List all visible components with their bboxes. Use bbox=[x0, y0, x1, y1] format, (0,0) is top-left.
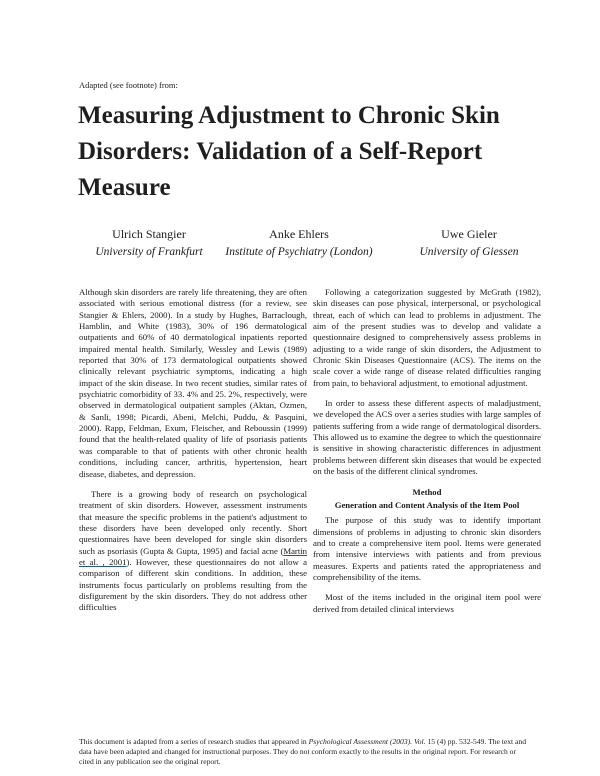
footnote-text: 15 (4) pp. 532-549. The text and data have been adapted and changed for instructional purposes. They do not conform exactly to the results in the original report. For research or cited in any publication see the original report. bbox=[79, 737, 527, 767]
footnote bbox=[79, 737, 529, 768]
article-title: Measuring Adjustment to Chronic Skin Disorders: Validation of a Self-Report Measure bbox=[78, 102, 500, 201]
section-heading: Method bbox=[412, 486, 442, 497]
footnote-text: This document is adapted from a series of research studies that appeared in bbox=[79, 737, 309, 746]
body-paragraph: Following a categorization suggested by McGrath (1982), skin diseases can pose physical, interpersonal, or psychological threat, each of which can lead to problems in adjustment. The aim of the present studies was to develop and validate a questionnaire designed to comprehensively assess problems in adjusting to a wide range of skin disorders, the Adjustment to Chronic Skin Diseases Questionnaire (ACS). The items on the scale cover a wide range of disease related difficulties ranging from pain, to behavioral adjustment, to emotional adjustment. bbox=[313, 287, 541, 388]
paragraph-text: ). However, these questionnaires do not allow a comparison of different skin conditions. In addition, these instruments focus particularly on problems resulting from the disfigurement by the skin disorders. They do not address other difficulties bbox=[79, 556, 307, 613]
author-name: Ulrich Stangier bbox=[112, 227, 186, 241]
body-paragraph: The purpose of this study was to identify important dimensions of problems in adjusting to chronic skin disorders and to create a comprehensive item pool. Items were generated from intensive interviews with patients and from previous measures. Experts and patients rated the appropriateness and comprehensibility of the items. bbox=[313, 515, 541, 582]
author-affiliation: Institute of Psychiatry (London) bbox=[225, 246, 373, 258]
author-block bbox=[209, 227, 389, 258]
author-affiliation: University of Giessen bbox=[419, 246, 519, 258]
body-paragraph: Although skin disorders are rarely life threatening, they are often associated with serious emotional distress (for a review, see Stangier & Ehlers, 2000). In a study by Hughes, Barraclough, Hamblin, and White (1983), 30% of 196 dermatological outpatients and 60% of 40 dermatological inpatients reported impaired mental health. Similarly, Wessley and Lewis (1989) reported that 30% of 173 dermatological outpatients showed clinically relevant psychiatric symptoms, indicating a high impact of the skin disease. In two recent studies, similar rates of psychiatric comorbidity of 33. 4% and 25. 2%, respectively, were observed in dermatological outpatient samples (Aktan, Ozmen, & Sanli, 1998; Picardi, Abeni, Melchi, Puddu, & Pasquini, 2000). Rapp, Feldman, Exum, Fleischer, and Reboussin (1999) found that the health-related quality of life of psoriasis patients was comparable to that of patients with other chronic health conditions, including cancer, arthritis, hypertension, heart disease, diabetes, and depression. bbox=[79, 287, 307, 479]
right-column bbox=[313, 287, 541, 624]
author-affiliation: University of Frankfurt bbox=[95, 246, 203, 258]
author-name: Uwe Gieler bbox=[441, 227, 497, 241]
adapted-note: Adapted (see footnote) from: bbox=[79, 80, 178, 90]
author-block bbox=[404, 227, 534, 258]
body-paragraph: In order to assess these different aspects of maladjustment, we developed the ACS over a series studies with large samples of patients suffering from a wide range of dermatological disorders. This allowed us to examine the degree to which the questionnaire is sensitive in showing characteristic differences in adjustment problems between different skin diseases that would be expected on the basis of the different clinical syndromes. bbox=[313, 398, 541, 477]
footnote-journal: Psychological Assessment (2003). Vol. bbox=[308, 737, 426, 746]
citation-link[interactable]: Martin et al. , 2001 bbox=[79, 545, 307, 567]
body-paragraph bbox=[79, 489, 307, 614]
author-block bbox=[74, 227, 224, 258]
author-name: Anke Ehlers bbox=[269, 227, 329, 241]
left-column bbox=[79, 287, 307, 623]
paragraph-text: There is a growing body of research on psychological treatment of skin disorders. However, assessment instruments that measure the specific problems in the patient's adjustment to these disorders have been developed only recently. Short questionnaires have been developed for single skin disorders such as psoriasis (Gupta & Gupta, 1995) and facial acne ( bbox=[79, 488, 307, 556]
body-paragraph: Most of the items included in the original item pool were derived from detailed clinical interviews bbox=[313, 592, 541, 614]
subsection-heading: Generation and Content Analysis of the Item Pool bbox=[334, 499, 520, 510]
